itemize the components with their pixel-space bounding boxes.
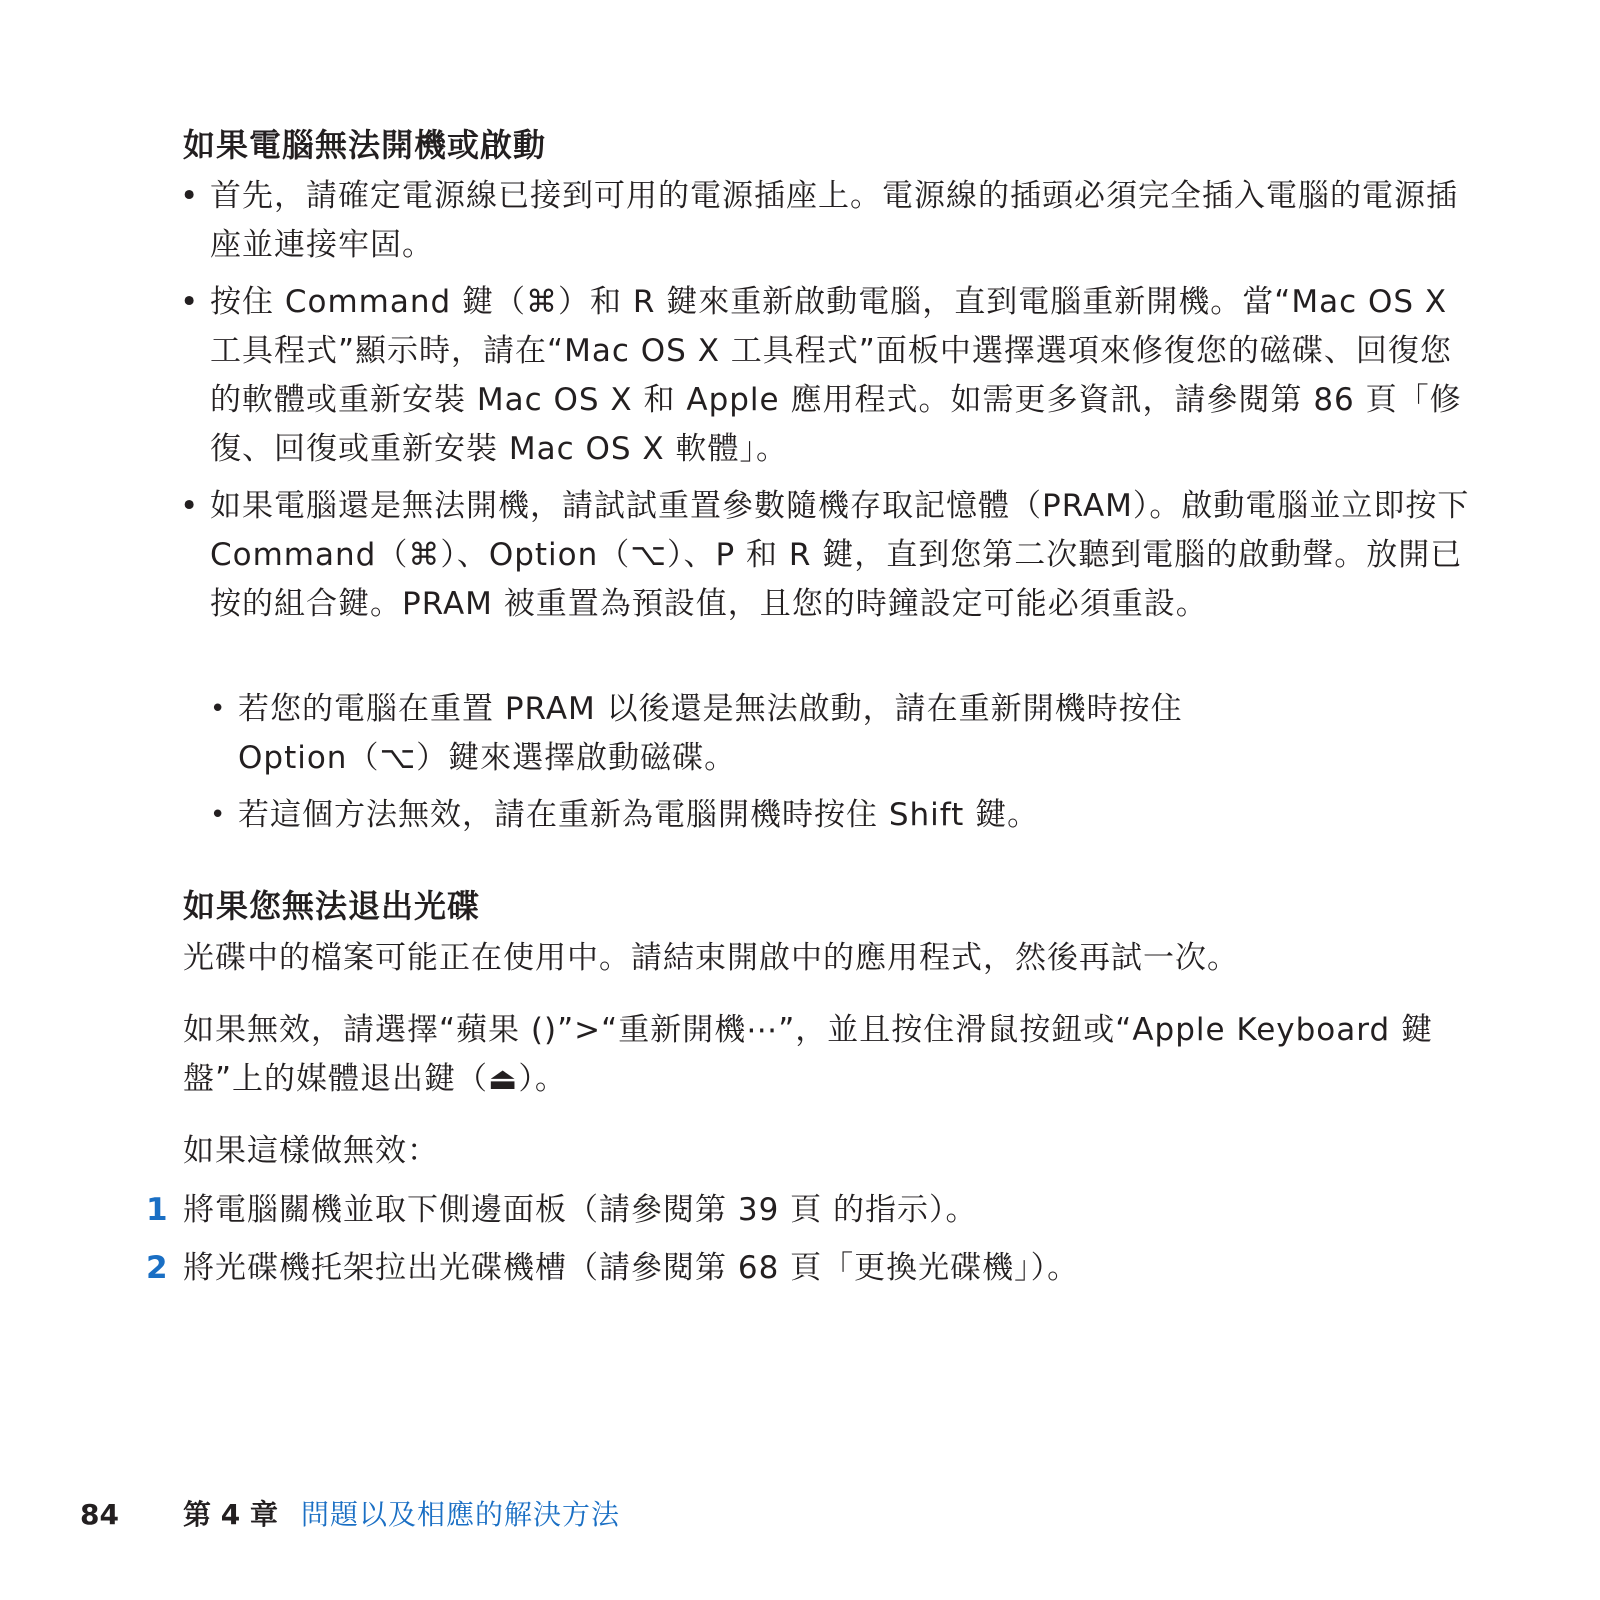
paragraph-if-fails: 如果這樣做無效： — [183, 1133, 439, 1169]
section-heading-startup: 如果電腦無法開機或啟動 — [183, 126, 547, 164]
page-number: 84 — [80, 1498, 119, 1531]
bullet-reset-pram: 如果電腦還是無法開機，請試試重置參數隨機存取記憶體（PRAM）。啟動電腦並立即按下 Command（⌘）、Option（⌥）、P 和 R 鍵，直到您第二次聽到電腦的啟動聲。放開已按的組合鍵。PRAM 被重置為預設值，且您的時鐘設定可能必須重設。 — [210, 488, 1470, 622]
bullet-marker: • — [180, 488, 199, 524]
bullet-check-power: 首先，請確定電源線已接到可用的電源插座上。電源線的插頭必須完全插入電腦的電源插座並連接牢固。 — [210, 178, 1458, 263]
step-number: 2 — [146, 1250, 168, 1286]
paragraph-restart-eject: 如果無效，請選擇“蘋果 ()”>“重新開機⋯”，並且按住滑鼠按鈕或“Apple Keyboard 鍵盤”上的媒體退出鍵（⏏）。 — [183, 1012, 1433, 1097]
bullet-marker: • — [180, 178, 199, 214]
chapter-title: 問題以及相應的解決方法 — [301, 1498, 621, 1531]
sub-bullet-marker: • — [210, 800, 226, 830]
sub-bullet-shift-key: 若這個方法無效，請在重新為電腦開機時按住 Shift 鍵。 — [238, 797, 1040, 833]
chapter-label: 第 4 章 — [183, 1498, 278, 1531]
bullet-command-r: 按住 Command 鍵（⌘）和 R 鍵來重新啟動電腦，直到電腦重新開機。當“Mac OS X 工具程式”顯示時，請在“Mac OS X 工具程式”面板中選擇選項來修復您的磁碟、回復您的軟體或重新安裝 Mac OS X 和 Apple 應用程式。如需更多資訊，請參閱第 86 頁「修復、回復或重新安裝 Mac OS X 軟體」。 — [210, 284, 1462, 467]
bullet-marker: • — [180, 284, 199, 320]
step-pull-drive-carrier: 將光碟機托架拉出光碟機槽（請參閱第 68 頁「更換光碟機」）。 — [183, 1250, 1080, 1286]
paragraph-files-in-use: 光碟中的檔案可能正在使用中。請結束開啟中的應用程式，然後再試一次。 — [183, 940, 1239, 976]
step-number: 1 — [146, 1192, 168, 1228]
sub-bullet-marker: • — [210, 694, 226, 724]
sub-bullet-option-key: 若您的電腦在重置 PRAM 以後還是無法啟動，請在重新開機時按住 Option（⌥）鍵來選擇啟動磁碟。 — [238, 691, 1183, 776]
section-heading-eject-disc: 如果您無法退出光碟 — [183, 887, 481, 925]
step-shutdown-remove-panel: 將電腦關機並取下側邊面板（請參閱第 39 頁 的指示）。 — [183, 1192, 978, 1228]
